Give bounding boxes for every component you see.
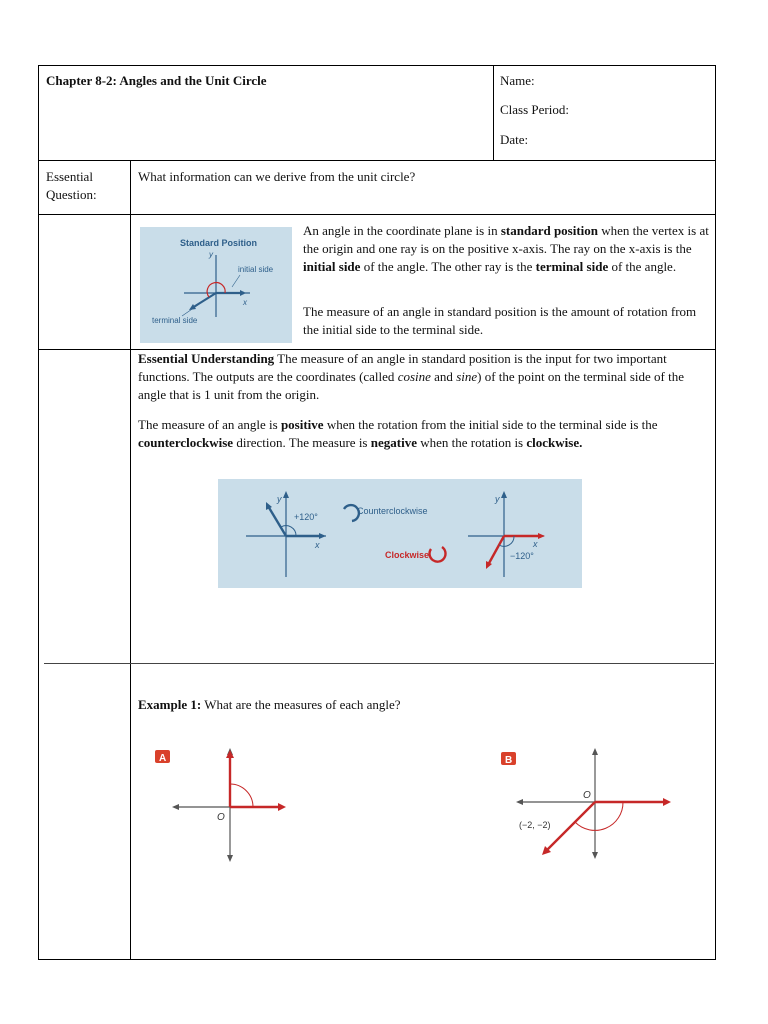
table-border-left xyxy=(38,65,39,960)
standard-position-figure xyxy=(140,227,292,343)
badge-a-label: A xyxy=(159,753,167,764)
term-cosine: cosine xyxy=(397,369,431,384)
fig-a-origin-label: O xyxy=(217,812,225,823)
table-border-bottom xyxy=(38,959,716,960)
left-x-label: x xyxy=(315,540,320,550)
chapter-title: Chapter 8-2: Angles and the Unit Circle xyxy=(46,73,267,88)
eq-label-line1: Essential xyxy=(46,169,93,184)
terminal-side-label: terminal side xyxy=(152,316,198,325)
name-label: Name: xyxy=(500,73,535,88)
term-counterclockwise: counterclockwise xyxy=(138,435,234,450)
counterclockwise-label: Counterclockwise xyxy=(357,506,428,516)
initial-side-label: initial side xyxy=(238,265,274,274)
fig-b-point-label: (−2, −2) xyxy=(519,820,551,830)
example-1-label: Example 1: xyxy=(138,697,202,712)
y-axis-label: y xyxy=(209,250,213,259)
term-standard-position: standard position xyxy=(500,223,599,238)
row-divider-2 xyxy=(38,214,716,215)
left-column-divider xyxy=(130,160,131,960)
term-negative: negative xyxy=(370,435,417,450)
positive-negative-paragraph: The measure of an angle is positive when the rotation from the initial side to the terminal side is the counterclockwise direction. The measure is negative when the rotation is clockwise. xyxy=(138,417,658,450)
term-positive: positive xyxy=(280,417,324,432)
term-terminal-side: terminal side xyxy=(535,259,609,274)
term-initial-side: initial side xyxy=(303,259,361,274)
negative-angle-label: −120° xyxy=(510,551,534,561)
term-sine: sine xyxy=(456,369,478,384)
row-divider-4 xyxy=(44,663,714,664)
standard-position-title: Standard Position xyxy=(180,238,258,248)
positive-angle-label: +120° xyxy=(294,512,318,522)
example-1-figure-b xyxy=(497,744,677,864)
class-period-label: Class Period: xyxy=(500,102,569,117)
example-1-figure-a xyxy=(150,744,296,864)
x-axis-label: x xyxy=(243,298,247,307)
standard-position-paragraph-2: The measure of an angle in standard position is the amount of rotation from the initial side to the terminal side. xyxy=(303,304,697,337)
date-label: Date: xyxy=(500,132,529,147)
table-border-right xyxy=(715,65,716,960)
rotation-direction-figure xyxy=(218,479,582,588)
right-y-label: y xyxy=(495,494,500,504)
eq-label-line2: Question: xyxy=(46,187,97,202)
header-divider-vertical xyxy=(493,65,494,160)
essential-understanding-paragraph: Essential Understanding The measure of an angle in standard position is the input for two important functions. The outputs are the coordinates (called cosine and sine) of the point on the terminal side of the angle that is 1 unit from the origin. xyxy=(138,351,685,402)
standard-position-paragraph-1: An angle in the coordinate plane is in standard position when the vertex is at the origin and one ray is on the positive x-axis. The ray on the x-axis is the initial side of the angle. The other ray is the terminal side of the angle. xyxy=(303,223,709,274)
badge-b-label: B xyxy=(505,755,513,766)
essential-question-label xyxy=(46,168,126,204)
table-border-top xyxy=(38,65,716,66)
right-x-label: x xyxy=(533,539,538,549)
clockwise-label: Clockwise xyxy=(385,550,430,560)
fig-b-origin-label: O xyxy=(583,790,591,801)
example-1-prompt: Example 1: What are the measures of each angle? xyxy=(138,697,401,712)
term-clockwise: clockwise. xyxy=(526,435,583,450)
left-y-label: y xyxy=(277,494,282,504)
row-divider-1 xyxy=(38,160,716,161)
figure-background xyxy=(218,479,582,588)
essential-question-text: What information can we derive from the unit circle? xyxy=(138,169,416,184)
term-essential-understanding: Essential Understanding xyxy=(138,351,275,366)
